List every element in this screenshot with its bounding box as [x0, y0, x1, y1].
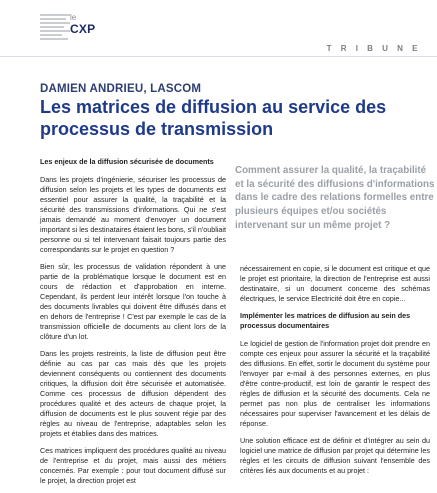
body-paragraph: Dans les projets restreints, la liste de diffusion peut être définie au cas par cas mais dès que les projets deviennent conséquents ou contiennent des documents critiques, la diffusion doit être sécurisée et automatisée. Comme ces processus de diffusion dépendent des procédures qualité et des acteurs de chaque projet, la diffusion de documents est le plus souvent régie par des règles au niveau de l'entreprise, adaptables selon les projets et établies dans des matrices.: [40, 349, 226, 438]
body-paragraph: Ces matrices impliquent des procédures qualité au niveau de l'entreprise et du projet, mais aussi des métiers concernés. Par exemple : pour tout document diffusé sur le projet, la direction projet est: [40, 446, 226, 485]
left-section-heading: Les enjeux de la diffusion sécurisée de documents: [40, 157, 214, 166]
right-section-heading: Implémenter les matrices de diffusion au sein des processus documentaires: [240, 311, 411, 330]
body-paragraph: Bien sûr, les processus de validation répondent à une partie de la problématique lorsque le document est en cours de rédaction et d'approbation en interne. Cependant, ils perdent leur intérêt lorsque l'on touche à des documents livrables qui doivent être diffusés dans et en dehors de l'entreprise ! C'est par exemple le cas de la transmission officielle de documents au client lors de la clôture d'un lot.: [40, 262, 226, 341]
pull-quote: Comment assurer la qualité, la traçabilité et la sécurité des diffusions d'informations dans le cadre des relations formelles entre plusieurs équipes et/ou sociétés intervenant sur un même projet ?: [235, 165, 435, 231]
logo-prefix: le: [70, 13, 77, 22]
left-column: [40, 157, 226, 493]
body-paragraph: Une solution efficace est de définir et d'intégrer au sein du logiciel une matrice de diffusion par projet qui détermine les règles et les circuits de diffusion suivant l'ensemble des critères liés aux documents et au projet :: [240, 436, 430, 475]
article-author: DAMIEN ANDRIEU, LASCOM: [40, 83, 202, 95]
header-divider: [0, 56, 437, 57]
body-paragraph: Dans les projets d'ingénierie, sécuriser les processus de diffusion selon les projets et les types de documents est essentiel pour assurer la qualité, la traçabilité et la sécurité des transmissions d'informations. Qui ne s'est jamais demandé au moment d'envoyer un document important si les destinataires étaient les bons, s'il n'oubliait personne ou si tel intervenant faisait toujours partie des correspondants sur le projet en question ?: [40, 175, 226, 254]
cxp-logo: [40, 12, 100, 52]
body-paragraph: nécessairement en copie, si le document est critique et que le projet est prioritaire, la direction de l'entreprise est aussi destinataire, si un document concerne des schémas électriques, le service Electricité doit être en copie...: [240, 264, 430, 303]
article-title: Les matrices de diffusion au service des processus de transmission: [40, 97, 387, 139]
logo-name: CXP: [70, 22, 96, 36]
right-column: [240, 264, 430, 483]
logo-lines-icon: [40, 12, 77, 42]
section-label: T R I B U N E: [326, 44, 421, 53]
body-paragraph: Le logiciel de gestion de l'information projet doit prendre en compte ces enjeux pour assurer la sécurité et la traçabilité des diffusions. En effet, sortir le document du système pour l'envoyer par e-mail à des personnes externes, en plus d'être contre-productif, est loin de garantir le respect des règles de diffusion et la sécurité des documents. Cela ne permet pas non plus de centraliser les informations nécessaires pour superviser l'avancement et les délais de réponse.: [240, 339, 430, 428]
